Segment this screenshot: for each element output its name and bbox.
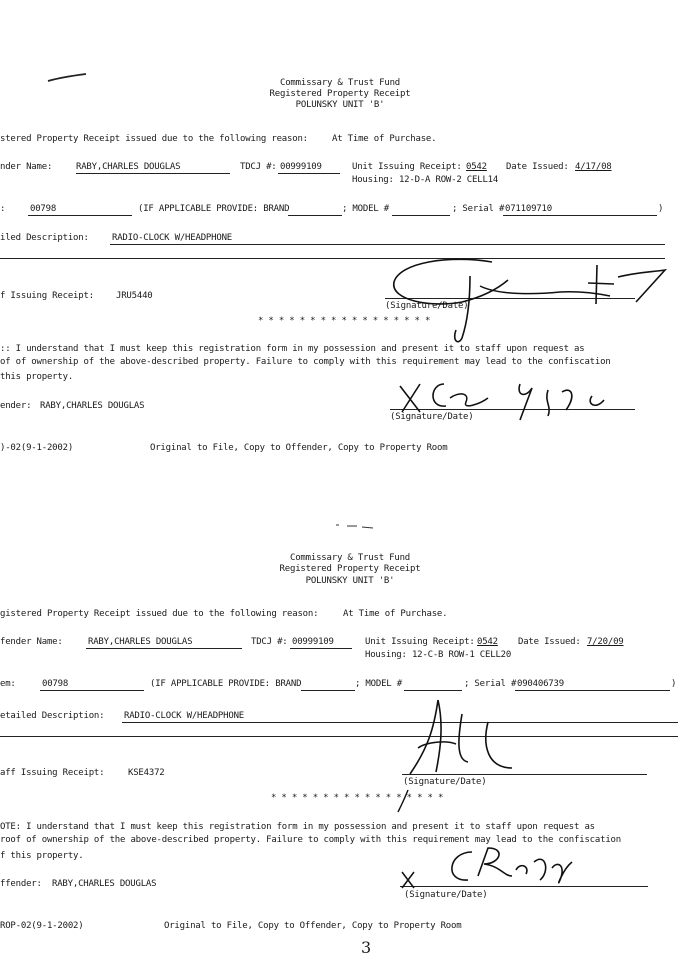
serial-close-paren: ): [671, 679, 677, 689]
date-issued-label: Date Issued:: [506, 162, 569, 172]
item-label: em:: [0, 679, 16, 689]
item-label: :: [0, 204, 6, 214]
header-line-2: Registered Property Receipt: [279, 564, 421, 574]
reason-label: gistered Property Receipt issued due to the following reason:: [0, 609, 319, 619]
offender-signature-label: ffender:: [0, 879, 42, 889]
tdcj-label: TDCJ #:: [251, 637, 288, 647]
header-line-1: Commissary & Trust Fund: [289, 553, 411, 563]
header-line-2: Registered Property Receipt: [269, 89, 411, 99]
date-issued-label: Date Issued:: [518, 637, 581, 647]
header-line-3: POLUNSKY UNIT 'B': [295, 100, 385, 110]
serial-label: ; Serial #: [464, 679, 517, 689]
staff-issuing-value: JRU5440: [116, 291, 153, 301]
offender-signature-date-label: (Signature/Date): [404, 890, 488, 900]
model-label: ; MODEL #: [355, 679, 402, 689]
housing: Housing: 12-D-A ROW-2 CELL14: [352, 175, 499, 185]
serial-close-paren: ): [658, 204, 664, 214]
date-issued-value: 4/17/08: [575, 162, 612, 172]
reason-value: At Time of Purchase.: [332, 134, 437, 144]
page-number: 3: [361, 938, 372, 957]
staff-issuing-label: f Issuing Receipt:: [0, 291, 94, 301]
description-value: RADIO-CLOCK W/HEADPHONE: [124, 711, 245, 721]
serial-value: 071109710: [505, 204, 552, 214]
note-line-2: roof of ownership of the above-described property. Failure to comply with this requirement may lead to the confiscation: [0, 835, 621, 845]
form-code: )-02(9-1-2002): [0, 443, 74, 453]
tdcj-label: TDCJ #:: [240, 162, 277, 172]
offender-name-value: RABY,CHARLES DOUGLAS: [88, 637, 193, 647]
separator-stars: * * * * * * * * * * * * * * * * *: [258, 316, 431, 326]
header-line-3: POLUNSKY UNIT 'B': [305, 576, 395, 586]
model-label: ; MODEL #: [342, 204, 389, 214]
offender-signature-label: ender:: [0, 401, 32, 411]
unit-value: 0542: [466, 162, 487, 172]
unit-label: Unit Issuing Receipt:: [365, 637, 475, 647]
description-value: RADIO-CLOCK W/HEADPHONE: [112, 233, 233, 243]
form-code: ROP-02(9-1-2002): [0, 921, 84, 931]
description-label: etailed Description:: [0, 711, 105, 721]
note-line-2: of of ownership of the above-described property. Failure to comply with this requirement may lead to the confiscation: [0, 357, 611, 367]
date-issued-value: 7/20/09: [587, 637, 624, 647]
unit-label: Unit Issuing Receipt:: [352, 162, 462, 172]
housing: Housing: 12-C-B ROW-1 CELL20: [365, 650, 512, 660]
staff-signature-date-label: (Signature/Date): [403, 777, 487, 787]
staff-issuing-value: KSE4372: [128, 768, 165, 778]
staff-signature-date-label: (Signature/Date): [385, 301, 469, 311]
item-value: 00798: [30, 204, 57, 214]
offender-name-label: nder Name:: [0, 162, 53, 172]
header-line-1: Commissary & Trust Fund: [279, 78, 401, 88]
description-label: iled Description:: [0, 233, 89, 243]
note-line-1: :: I understand that I must keep this registration form in my possession and present it to staff upon request as: [0, 344, 585, 354]
distribution-note: Original to File, Copy to Offender, Copy to Property Room: [150, 443, 448, 453]
tdcj-value: 00999109: [292, 637, 334, 647]
brand-label: (IF APPLICABLE PROVIDE: BRAND: [150, 679, 302, 689]
offender-name-label: fender Name:: [0, 637, 63, 647]
serial-label: ; Serial #: [452, 204, 505, 214]
tdcj-value: 00999109: [280, 162, 322, 172]
distribution-note: Original to File, Copy to Offender, Copy to Property Room: [164, 921, 462, 931]
unit-value: 0542: [477, 637, 498, 647]
brand-label: (IF APPLICABLE PROVIDE: BRAND: [138, 204, 290, 214]
reason-label: stered Property Receipt issued due to the following reason:: [0, 134, 308, 144]
item-value: 00798: [42, 679, 69, 689]
offender-signature-name: RABY,CHARLES DOUGLAS: [40, 401, 145, 411]
offender-signature-date-label: (Signature/Date): [390, 412, 474, 422]
serial-value: 090406739: [517, 679, 564, 689]
note-line-3: f this property.: [0, 851, 84, 861]
offender-signature-name: RABY,CHARLES DOUGLAS: [52, 879, 157, 889]
note-line-3: this property.: [0, 372, 74, 382]
staff-issuing-label: aff Issuing Receipt:: [0, 768, 105, 778]
reason-value: At Time of Purchase.: [343, 609, 448, 619]
separator-stars: * * * * * * * * * * * * * * * * *: [271, 793, 444, 803]
offender-name-value: RABY,CHARLES DOUGLAS: [76, 162, 181, 172]
note-line-1: OTE: I understand that I must keep this registration form in my possession and present it to staff upon request as: [0, 822, 595, 832]
